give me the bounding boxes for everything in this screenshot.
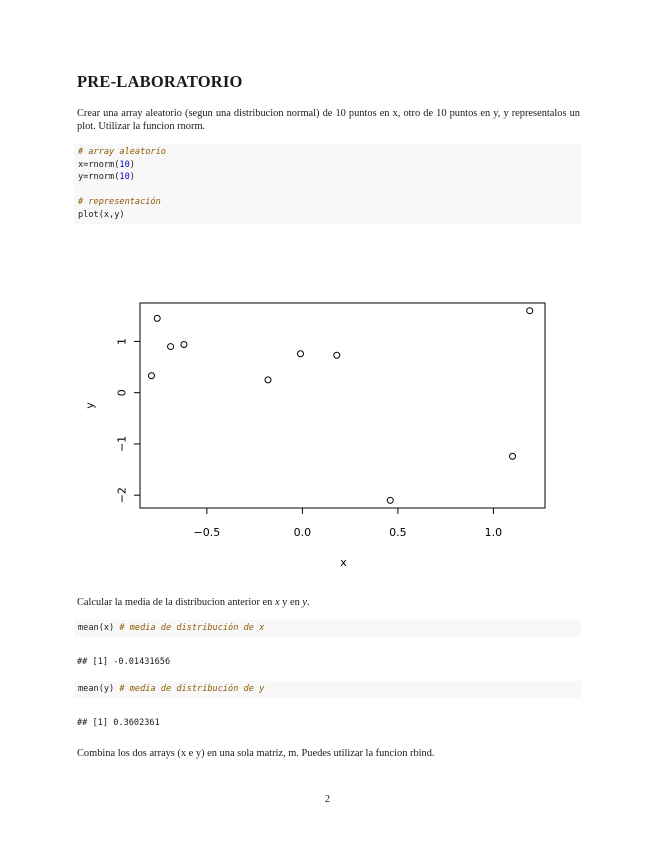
data-point — [154, 315, 160, 321]
page-number: 2 — [324, 794, 331, 805]
output-mean-x: ## [1] -0.01431656 — [77, 657, 171, 667]
y-tick-label: 0 — [115, 389, 129, 397]
code-line: plot(x,y) — [78, 209, 125, 220]
y-axis-label: y — [83, 402, 97, 409]
y-tick-label: −1 — [115, 435, 129, 453]
x-axis-label: x — [340, 556, 347, 569]
y-tick-label: 1 — [115, 337, 129, 345]
mean-paragraph: Calcular la media de la distribucion anterior en x y en y. — [77, 597, 310, 608]
data-point — [334, 352, 340, 358]
x-tick-label: 1.0 — [484, 526, 503, 539]
code-line: x=rnorm(10) — [78, 159, 135, 170]
data-point — [297, 351, 303, 357]
rbind-paragraph: Combina los dos arrays (x e y) en una sola matriz, m. Puedes utilizar la funcion rbind. — [77, 748, 435, 759]
x-tick-label: 0.0 — [293, 526, 312, 539]
data-point — [168, 344, 174, 350]
section-heading: PRE-LABORATORIO — [77, 72, 243, 91]
data-point — [387, 497, 393, 503]
x-tick-label: −0.5 — [193, 526, 221, 539]
data-point — [527, 308, 533, 314]
data-point — [181, 342, 187, 348]
y-tick-label: −2 — [115, 487, 129, 504]
data-point — [265, 377, 271, 383]
data-point — [510, 453, 516, 459]
code-block-mean-x: mean(x) # media de distribución de x — [74, 620, 581, 637]
code-line: y=rnorm(10) — [78, 172, 135, 182]
code-comment: # representación — [78, 197, 161, 207]
plot-frame — [140, 303, 545, 508]
x-tick-label: 0.5 — [389, 526, 407, 539]
code-block-mean-y: mean(y) # media de distribución de y — [74, 681, 581, 698]
intro-paragraph: Crear una array aleatorio (segun una distribucion normal) de 10 puntos en x, otro de 10 puntos en y, y representalos un plot. Utilizar la funcion rnorm. — [77, 108, 580, 132]
output-mean-y: ## [1] 0.3602361 — [77, 718, 160, 728]
data-point — [148, 373, 154, 379]
code-comment: # array aleatorio — [78, 147, 166, 157]
